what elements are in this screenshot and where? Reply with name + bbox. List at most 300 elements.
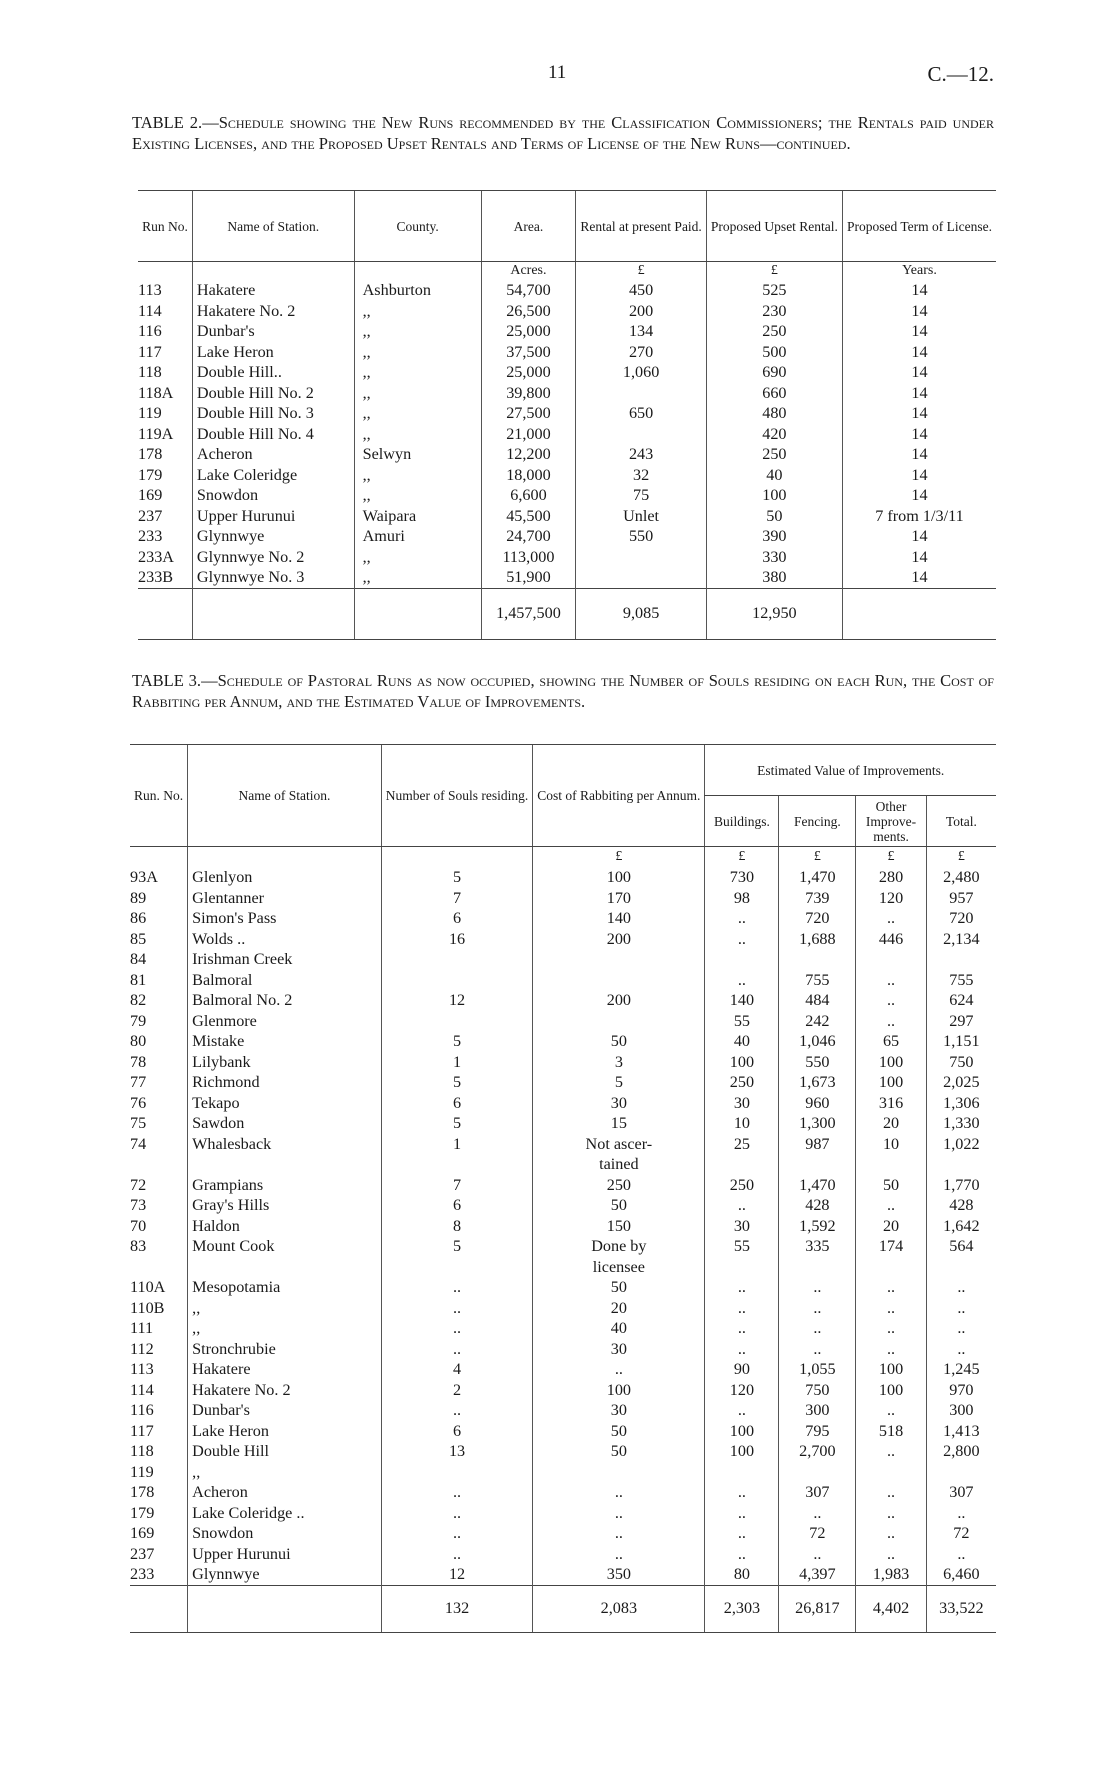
table-row	[138, 383, 996, 404]
rabbiting-cost	[533, 970, 705, 991]
souls: 4	[381, 1359, 533, 1380]
rental: 243	[576, 444, 706, 465]
table-row	[130, 1359, 996, 1380]
station-name-cell	[188, 1359, 382, 1380]
station-name-cell	[192, 444, 354, 465]
buildings-value	[705, 1462, 779, 1483]
rabbiting-cost: 50	[533, 1195, 705, 1216]
fencing-value: ..	[779, 1544, 856, 1565]
table-row	[130, 1134, 996, 1155]
buildings-value: 100	[705, 1052, 779, 1073]
rabbiting-cost	[533, 1011, 705, 1032]
county: ,,	[354, 362, 481, 383]
run-number: 76	[130, 1093, 147, 1112]
run-number: 179	[138, 465, 163, 484]
other-value: ..	[856, 1441, 926, 1462]
t3-header-name: Name of Station.	[188, 745, 382, 847]
page-number: 11	[548, 62, 567, 83]
run-number: 237	[130, 1544, 155, 1563]
fencing-value: ..	[779, 1503, 856, 1524]
souls: ..	[381, 1482, 533, 1503]
other-value: ..	[856, 1277, 926, 1298]
station-name-cell	[192, 403, 354, 424]
other-value: 20	[856, 1216, 926, 1237]
run-number: 85	[130, 929, 147, 948]
area: 26,500	[481, 301, 576, 322]
rabbiting-cost: 50	[533, 1031, 705, 1052]
buildings-value: 55	[705, 1011, 779, 1032]
station-name: Grampians	[192, 1175, 264, 1194]
station-name-cell	[188, 1441, 382, 1462]
upset-rental: 660	[706, 383, 842, 404]
station-name-cell	[188, 1052, 382, 1073]
souls: ..	[381, 1298, 533, 1319]
station-name: Glenmore	[192, 1011, 257, 1030]
license-term: 14	[842, 383, 996, 404]
station-name: ,,	[192, 1319, 201, 1337]
station-name: Upper Hurunui	[192, 1544, 291, 1563]
run-number	[130, 1154, 188, 1175]
run-number: 83	[130, 1237, 147, 1255]
t2-header-rental: Rental at present Paid.	[576, 191, 706, 262]
license-term: 14	[842, 444, 996, 465]
t3-header-improvements: Estimated Value of Improvements.	[705, 745, 996, 796]
total-value	[926, 1154, 996, 1175]
total-value: 1,151	[926, 1031, 996, 1052]
souls: 5	[381, 1113, 533, 1134]
station-name: Glynnwye No. 2	[196, 547, 305, 566]
buildings-value: 250	[705, 1175, 779, 1196]
table-row	[130, 1298, 996, 1319]
table-row	[138, 321, 996, 342]
table-row	[130, 1113, 996, 1134]
total-value: 72	[926, 1523, 996, 1544]
station-name: Mistake	[192, 1032, 245, 1050]
station-name: Mount Cook	[192, 1237, 275, 1255]
other-value: ..	[856, 1318, 926, 1339]
rabbiting-cost: Not ascer-	[533, 1134, 705, 1155]
station-name-cell	[188, 1113, 382, 1134]
fencing-value: 750	[779, 1380, 856, 1401]
county: ,,	[354, 567, 481, 588]
upset-rental: 480	[706, 403, 842, 424]
other-value: 100	[856, 1380, 926, 1401]
upset-rental: 390	[706, 526, 842, 547]
fencing-value: 72	[779, 1523, 856, 1544]
souls: ..	[381, 1544, 533, 1565]
station-name-cell	[192, 280, 354, 301]
total-value: 1,642	[926, 1216, 996, 1237]
rental: 1,060	[576, 362, 706, 383]
rabbiting-cost: 30	[533, 1093, 705, 1114]
fencing-value: 1,592	[779, 1216, 856, 1237]
t2-unit-upset: £	[706, 262, 842, 281]
buildings-value: 120	[705, 1380, 779, 1401]
t2-unit-rental: £	[576, 262, 706, 281]
table-row	[130, 1380, 996, 1401]
station-name: Upper Hurunui	[196, 506, 296, 525]
station-name: Double Hill No. 3	[196, 404, 314, 422]
run-number: 110B	[130, 1298, 165, 1317]
table-row	[138, 424, 996, 445]
station-name: Simon's Pass	[192, 909, 277, 927]
total-value	[926, 1257, 996, 1278]
county: Waipara	[354, 506, 481, 527]
total-value: 755	[926, 970, 996, 991]
license-term: 14	[842, 342, 996, 363]
table2-caption	[132, 112, 994, 154]
t2-header-name: Name of Station.	[192, 191, 354, 262]
rental: 550	[576, 526, 706, 547]
rabbiting-cost: ..	[533, 1503, 705, 1524]
license-term: 14	[842, 526, 996, 547]
station-name: Dunbar's	[192, 1401, 250, 1419]
souls: 6	[381, 1195, 533, 1216]
fencing-value	[779, 949, 856, 970]
table-row	[138, 342, 996, 363]
rabbiting-cost: 250	[533, 1175, 705, 1196]
other-value: ..	[856, 1011, 926, 1032]
buildings-value: ..	[705, 1544, 779, 1565]
fencing-value: 4,397	[779, 1564, 856, 1585]
upset-rental: 330	[706, 547, 842, 568]
table-row	[130, 1421, 996, 1442]
license-term: 14	[842, 280, 996, 301]
t3-total-cost: 2,083	[533, 1585, 705, 1632]
table-row	[130, 867, 996, 888]
run-number: 119	[130, 1462, 154, 1481]
run-number: 93A	[130, 868, 158, 886]
souls	[381, 1257, 533, 1278]
station-name-cell	[188, 1134, 382, 1155]
county: ,,	[354, 547, 481, 568]
t3-unit-buildings: £	[705, 847, 779, 868]
station-name-cell	[188, 1072, 382, 1093]
total-value: 564	[926, 1236, 996, 1257]
other-value: ..	[856, 1400, 926, 1421]
fencing-value: 960	[779, 1093, 856, 1114]
station-name-cell	[188, 888, 382, 909]
license-term: 14	[842, 547, 996, 568]
total-value: 1,413	[926, 1421, 996, 1442]
t2-total-upset: 12,950	[706, 588, 842, 639]
souls: 5	[381, 867, 533, 888]
station-name-cell	[188, 1462, 382, 1483]
station-name: Glentanner	[192, 888, 265, 907]
station-name: Snowdon	[192, 1524, 254, 1542]
fencing-value: 720	[779, 908, 856, 929]
station-name-cell	[188, 1236, 382, 1257]
total-value: 957	[926, 888, 996, 909]
souls: 6	[381, 1093, 533, 1114]
souls: 2	[381, 1380, 533, 1401]
run-number: 233	[130, 1565, 155, 1583]
county: ,,	[354, 321, 481, 342]
rental: Unlet	[576, 506, 706, 527]
run-number: 80	[130, 1032, 147, 1050]
t3-total-souls: 132	[381, 1585, 533, 1632]
county: ,,	[354, 485, 481, 506]
table3-caption-text: —Schedule of Pastoral Runs as now occupied, showing the Number of Souls residing on each Run, the Cost of Rabbiting per Annum, and the Estimated Value of Improvements.	[132, 671, 994, 711]
buildings-value: ..	[705, 1318, 779, 1339]
station-name: Double Hill..	[196, 363, 282, 381]
table3-caption	[132, 670, 994, 712]
buildings-value: ..	[705, 1339, 779, 1360]
run-number: 89	[130, 888, 147, 907]
county: ,,	[354, 465, 481, 486]
fencing-value: 755	[779, 970, 856, 991]
other-value: ..	[856, 990, 926, 1011]
area: 51,900	[481, 567, 576, 588]
souls: ..	[381, 1339, 533, 1360]
other-value	[856, 1462, 926, 1483]
table-row	[130, 990, 996, 1011]
souls: 5	[381, 1072, 533, 1093]
area: 12,200	[481, 444, 576, 465]
run-number: 77	[130, 1073, 147, 1091]
total-value: 1,330	[926, 1113, 996, 1134]
run-number: 114	[130, 1380, 154, 1399]
total-value: ..	[926, 1298, 996, 1319]
rabbiting-cost: licensee	[533, 1257, 705, 1278]
station-name-cell	[192, 485, 354, 506]
license-term: 14	[842, 567, 996, 588]
total-value: 300	[926, 1400, 996, 1421]
t3-unit-other: £	[856, 847, 926, 868]
souls: 12	[381, 990, 533, 1011]
area: 113,000	[481, 547, 576, 568]
total-value: 428	[926, 1195, 996, 1216]
total-value: 1,022	[926, 1134, 996, 1155]
station-name-cell	[188, 929, 382, 950]
run-number: 119	[138, 404, 162, 422]
fencing-value: 1,055	[779, 1359, 856, 1380]
fencing-value: 550	[779, 1052, 856, 1073]
station-name: Glynnwye No. 3	[196, 568, 305, 586]
buildings-value: 80	[705, 1564, 779, 1585]
t2-unit-term: Years.	[842, 262, 996, 281]
total-value: 970	[926, 1380, 996, 1401]
t2-header-run-no: Run No.	[138, 191, 192, 262]
t3-header-souls: Number of Souls residing.	[381, 745, 533, 847]
station-name: Gray's Hills	[192, 1196, 270, 1214]
rabbiting-cost	[533, 949, 705, 970]
table-row	[130, 1544, 996, 1565]
fencing-value: ..	[779, 1318, 856, 1339]
station-name: Balmoral	[192, 970, 253, 989]
total-value: ..	[926, 1339, 996, 1360]
station-name: Lake Coleridge	[196, 465, 298, 484]
table-row	[130, 1093, 996, 1114]
station-name-cell	[188, 1503, 382, 1524]
run-number: 70	[130, 1216, 147, 1235]
fencing-value: 428	[779, 1195, 856, 1216]
run-number: 116	[138, 322, 162, 340]
table-row	[130, 1236, 996, 1257]
run-number: 179	[130, 1503, 155, 1522]
buildings-value: 30	[705, 1093, 779, 1114]
rabbiting-cost: 50	[533, 1421, 705, 1442]
county: ,,	[354, 403, 481, 424]
table-row	[130, 1072, 996, 1093]
rabbiting-cost: 140	[533, 908, 705, 929]
license-term: 14	[842, 403, 996, 424]
table-row	[130, 1564, 996, 1585]
rental: 450	[576, 280, 706, 301]
rabbiting-cost: 5	[533, 1072, 705, 1093]
station-name-cell	[188, 908, 382, 929]
other-value: ..	[856, 1298, 926, 1319]
table-row	[130, 1195, 996, 1216]
station-name-cell	[188, 1380, 382, 1401]
souls: ..	[381, 1503, 533, 1524]
t2-total-area: 1,457,500	[481, 588, 576, 639]
t3-total-other: 4,402	[856, 1585, 926, 1632]
run-number: 74	[130, 1134, 147, 1153]
buildings-value: ..	[705, 929, 779, 950]
fencing-value: 1,673	[779, 1072, 856, 1093]
souls	[381, 970, 533, 991]
run-number: 118A	[138, 383, 174, 402]
station-name-cell	[188, 1318, 382, 1339]
souls: 5	[381, 1236, 533, 1257]
other-value: 50	[856, 1175, 926, 1196]
total-value: 297	[926, 1011, 996, 1032]
run-number: 178	[138, 445, 163, 463]
other-value: 316	[856, 1093, 926, 1114]
table-row	[130, 1216, 996, 1237]
t2-header-area: Area.	[481, 191, 576, 262]
other-value: 65	[856, 1031, 926, 1052]
station-name: Hakatere	[196, 281, 256, 299]
fencing-value	[779, 1154, 856, 1175]
t2-unit-row	[138, 262, 996, 281]
total-value: 6,460	[926, 1564, 996, 1585]
station-name-cell	[192, 342, 354, 363]
fencing-value: 2,700	[779, 1441, 856, 1462]
rabbiting-cost: tained	[533, 1154, 705, 1175]
souls: 12	[381, 1564, 533, 1585]
station-name-cell	[192, 424, 354, 445]
fencing-value: ..	[779, 1339, 856, 1360]
buildings-value: ..	[705, 1523, 779, 1544]
rabbiting-cost: 200	[533, 990, 705, 1011]
run-number: 118	[130, 1442, 154, 1460]
t2-total-rental: 9,085	[576, 588, 706, 639]
t3-total-buildings: 2,303	[705, 1585, 779, 1632]
run-number: 178	[130, 1483, 155, 1501]
total-value: 2,480	[926, 867, 996, 888]
fencing-value: 1,046	[779, 1031, 856, 1052]
souls	[381, 949, 533, 970]
station-name: Glynnwye	[192, 1565, 260, 1583]
run-number: 113	[130, 1360, 154, 1378]
run-number: 81	[130, 970, 147, 989]
run-number: 82	[130, 991, 147, 1009]
t3-header-fencing: Fencing.	[779, 796, 856, 847]
t3-unit-cost: £	[533, 847, 705, 868]
rabbiting-cost: 30	[533, 1339, 705, 1360]
other-value: 174	[856, 1236, 926, 1257]
total-value	[926, 1462, 996, 1483]
station-name-cell	[192, 301, 354, 322]
station-name: Sawdon	[192, 1114, 245, 1132]
area: 39,800	[481, 383, 576, 404]
souls: 8	[381, 1216, 533, 1237]
souls: 5	[381, 1031, 533, 1052]
county: Ashburton	[354, 280, 481, 301]
souls: 7	[381, 1175, 533, 1196]
fencing-value: 739	[779, 888, 856, 909]
other-value: 280	[856, 867, 926, 888]
upset-rental: 380	[706, 567, 842, 588]
total-value: 624	[926, 990, 996, 1011]
other-value: 100	[856, 1052, 926, 1073]
license-term: 14	[842, 485, 996, 506]
other-value: ..	[856, 1503, 926, 1524]
station-name-cell	[192, 526, 354, 547]
rental: 650	[576, 403, 706, 424]
fencing-value: 1,470	[779, 867, 856, 888]
other-value: ..	[856, 1339, 926, 1360]
rental	[576, 547, 706, 568]
table-row	[130, 1503, 996, 1524]
station-name-cell	[188, 970, 382, 991]
buildings-value: ..	[705, 970, 779, 991]
station-name-cell	[188, 1093, 382, 1114]
run-number: 114	[138, 301, 162, 320]
buildings-value: 250	[705, 1072, 779, 1093]
station-name-cell	[192, 465, 354, 486]
fencing-value	[779, 1257, 856, 1278]
table-row	[138, 362, 996, 383]
station-name: ,,	[192, 1298, 201, 1317]
souls: 1	[381, 1134, 533, 1155]
table-row	[138, 567, 996, 588]
run-number: 78	[130, 1052, 147, 1071]
rabbiting-cost: 100	[533, 867, 705, 888]
rental: 32	[576, 465, 706, 486]
buildings-value: ..	[705, 1195, 779, 1216]
upset-rental: 420	[706, 424, 842, 445]
souls: 7	[381, 888, 533, 909]
upset-rental: 250	[706, 321, 842, 342]
t2-header-county: County.	[354, 191, 481, 262]
station-name: Lake Coleridge ..	[192, 1503, 305, 1522]
station-name-cell	[188, 1154, 382, 1175]
rabbiting-cost: ..	[533, 1544, 705, 1565]
buildings-value: 10	[705, 1113, 779, 1134]
county: ,,	[354, 383, 481, 404]
station-name: Lake Heron	[196, 342, 274, 361]
upset-rental: 500	[706, 342, 842, 363]
table-row	[138, 403, 996, 424]
station-name: Wolds ..	[192, 929, 246, 948]
t3-unit-fencing: £	[779, 847, 856, 868]
area: 25,000	[481, 362, 576, 383]
souls	[381, 1462, 533, 1483]
county: ,,	[354, 342, 481, 363]
run-number: 84	[130, 950, 147, 968]
souls	[381, 1154, 533, 1175]
other-value: ..	[856, 1523, 926, 1544]
buildings-value	[705, 949, 779, 970]
station-name-cell	[188, 1257, 382, 1278]
rabbiting-cost: 50	[533, 1441, 705, 1462]
run-number: 111	[130, 1319, 154, 1337]
station-name: Acheron	[196, 445, 253, 463]
buildings-value: ..	[705, 1482, 779, 1503]
